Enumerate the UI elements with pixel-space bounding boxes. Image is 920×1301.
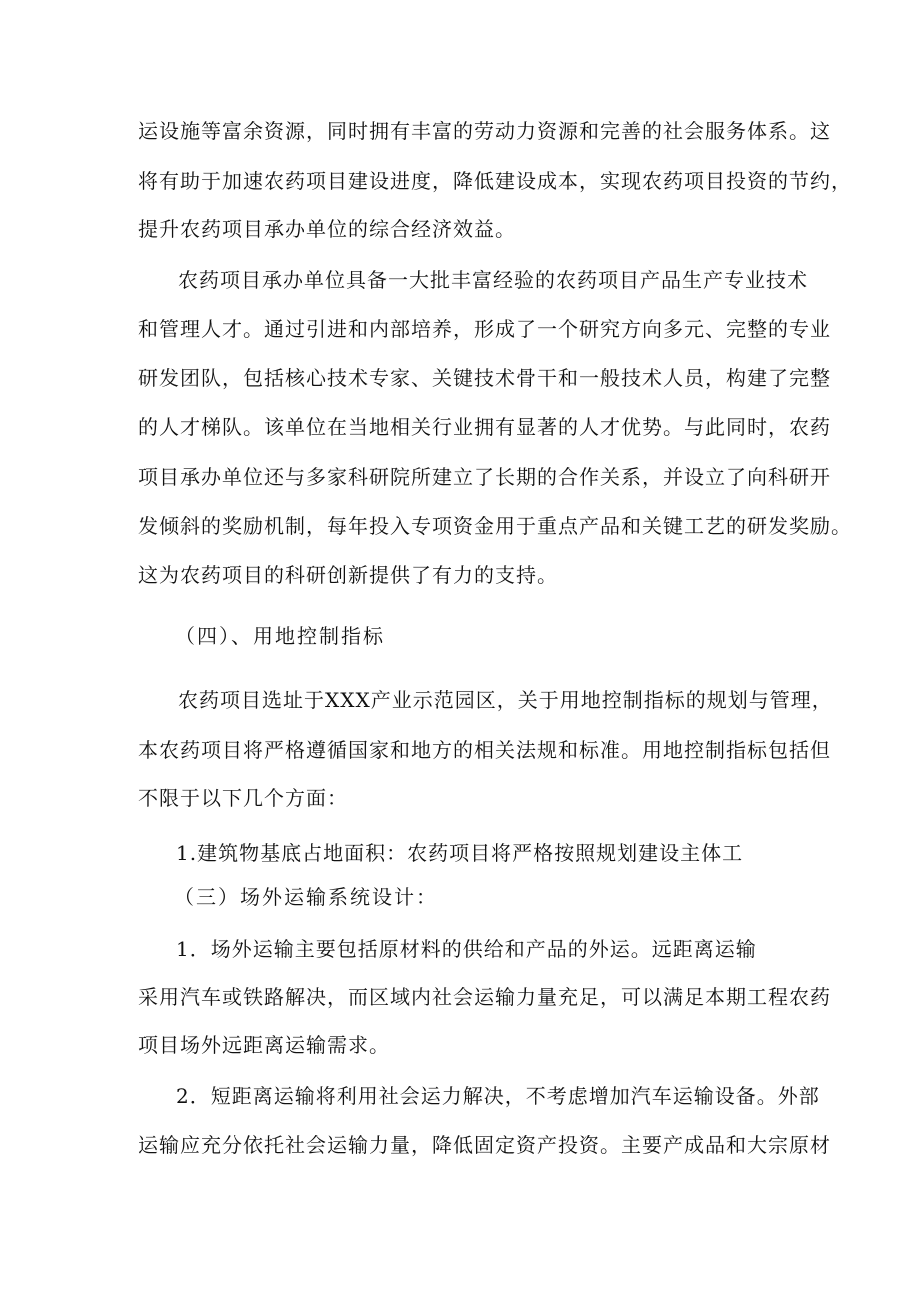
- body-text-line: 的人才梯队。该单位在当地相关行业拥有显著的人才优势。与此同时，农药: [138, 415, 831, 439]
- body-text-line: 提升农药项目承办单位的综合经济效益。: [138, 217, 516, 241]
- body-text-line: 项目场外远距离运输需求。: [138, 1033, 390, 1057]
- list-item-text: 1.建筑物基底占地面积：农药项目将严格按照规划建设主体工: [176, 841, 744, 865]
- body-text-line: 研发团队，包括核心技术专家、关键技术骨干和一般技术人员，构建了完整: [138, 366, 831, 390]
- section-heading: （四）、用地控制指标: [175, 624, 385, 648]
- body-text-line: 采用汽车或铁路解决，而区域内社会运输力量充足，可以满足本期工程农药: [138, 985, 831, 1009]
- body-text-line: 运设施等富余资源，同时拥有丰富的劳动力资源和完善的社会服务体系。这: [138, 119, 831, 143]
- body-text-line: 农药项目选址于XXX产业示范园区，关于用地控制指标的规划与管理，: [178, 688, 833, 712]
- body-text-line: 项目承办单位还与多家科研院所建立了长期的合作关系，并设立了向科研开: [138, 465, 831, 489]
- body-text-line: 这为农药项目的科研创新提供了有力的支持。: [138, 563, 558, 587]
- list-item-text: 1．场外运输主要包括原材料的供给和产品的外运。远距离运输: [176, 937, 757, 961]
- body-text-line: 农药项目承办单位具备一大批丰富经验的农药项目产品生产专业技术: [178, 268, 808, 292]
- body-text-line: 和管理人才。通过引进和内部培养，形成了一个研究方向多元、完整的专业: [138, 317, 831, 341]
- body-text-line: 不限于以下几个方面：: [138, 786, 348, 810]
- body-text-line: 本农药项目将严格遵循国家和地方的相关法规和标准。用地控制指标包括但: [138, 738, 831, 762]
- section-heading: （三）场外运输系统设计：: [174, 885, 438, 909]
- body-text-line: 运输应充分依托社会运输力量，降低固定资产投资。主要产成品和大宗原材: [138, 1133, 831, 1157]
- list-item-text: 2．短距离运输将利用社会运力解决，不考虑增加汽车运输设备。外部: [176, 1084, 820, 1108]
- body-text-line: 将有助于加速农药项目建设进度，降低建设成本，实现农药项目投资的节约，: [138, 169, 852, 193]
- body-text-line: 发倾斜的奖励机制，每年投入专项资金用于重点产品和关键工艺的研发奖励。: [138, 514, 852, 538]
